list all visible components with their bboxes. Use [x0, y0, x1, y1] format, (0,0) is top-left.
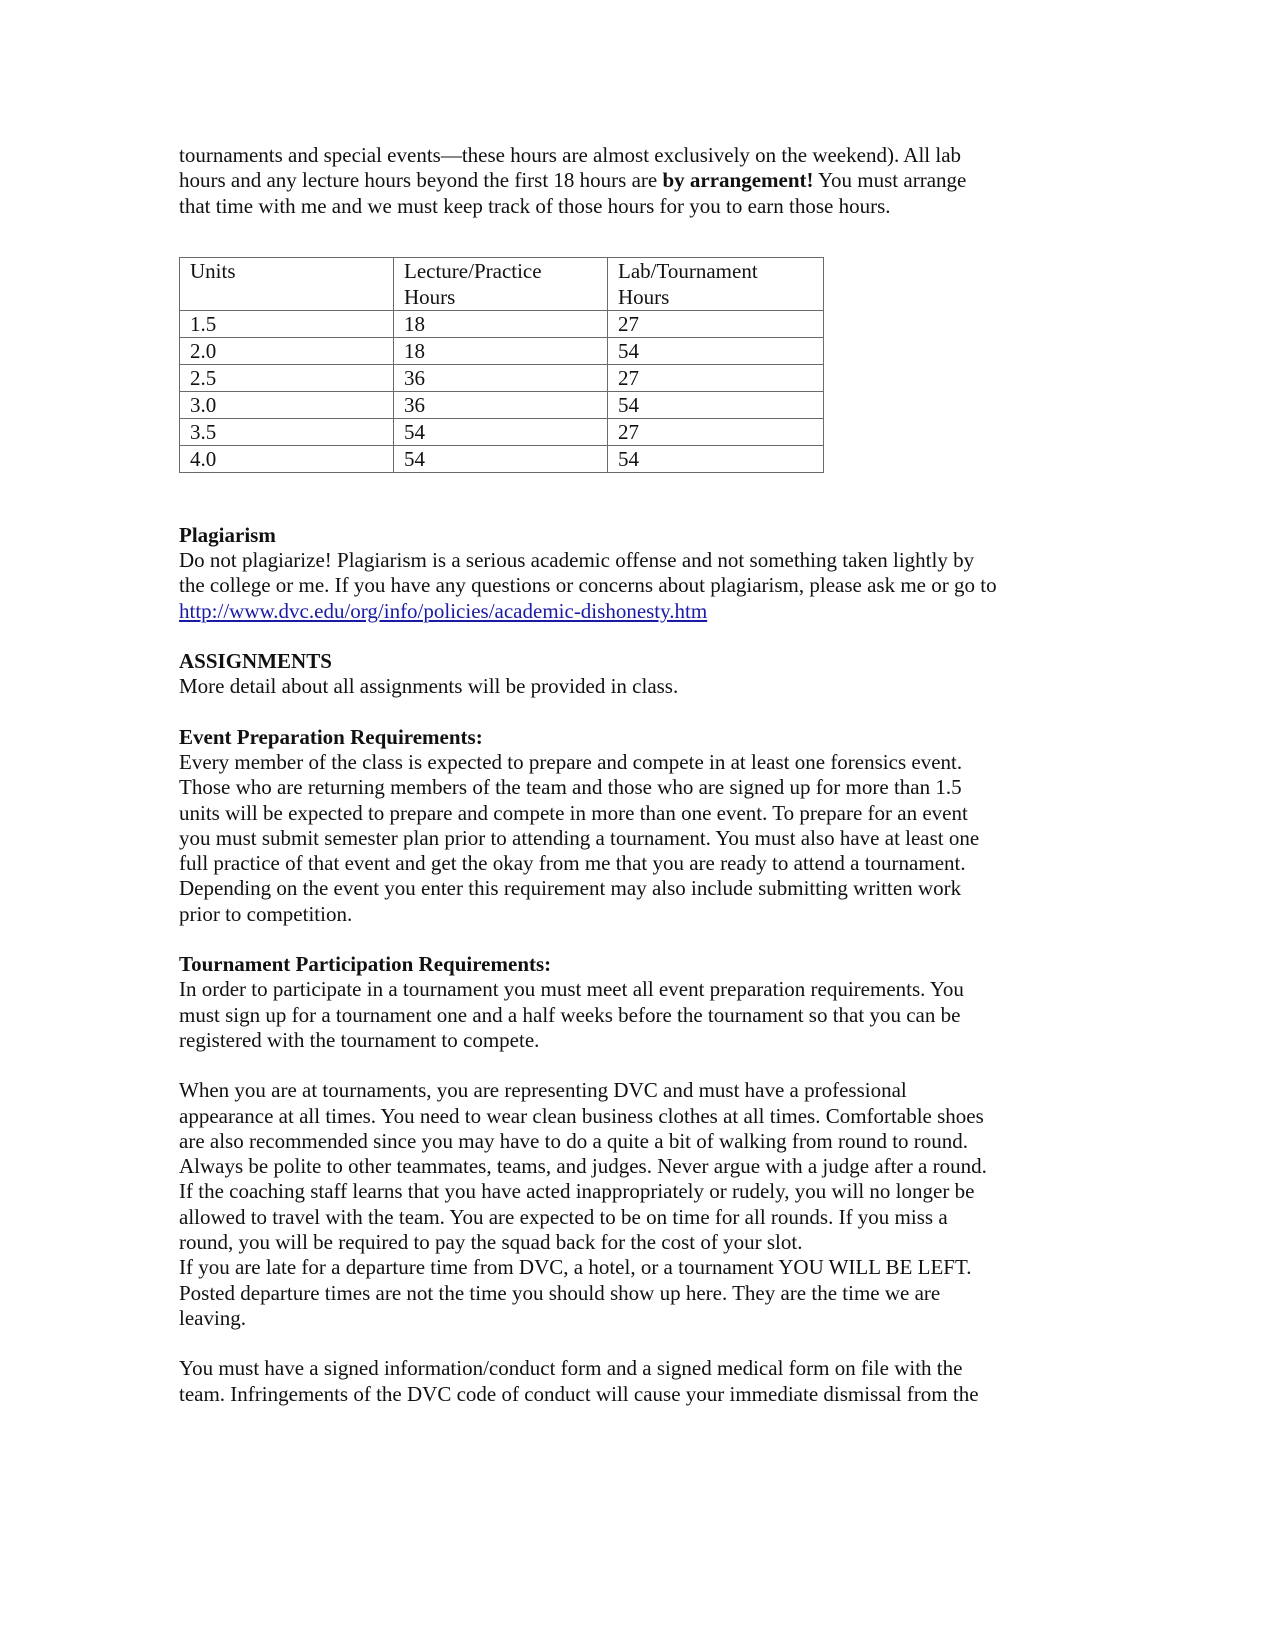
table-cell: 27	[608, 418, 824, 445]
section-heading-tournament-participation: Tournament Participation Requirements:	[179, 952, 552, 977]
header-text	[190, 284, 383, 310]
text-line: registered with the tournament to compete.	[179, 1027, 540, 1052]
event-preparation-section	[179, 725, 1059, 927]
text-line: If the coaching staff learns that you have acted inappropriately or rudely, you will no longer be	[179, 1179, 975, 1204]
header-text: Units	[190, 258, 236, 283]
table-row	[180, 364, 824, 391]
table-cell: 27	[608, 310, 824, 337]
text-line: Those who are returning members of the team and those who are signed up for more than 1.5	[179, 775, 962, 800]
table-cell: 54	[608, 445, 824, 472]
table-cell: 36	[394, 391, 608, 418]
header-cell-lab	[608, 257, 824, 310]
table-cell: 1.5	[180, 310, 394, 337]
text-line: If you are late for a departure time from DVC, a hotel, or a tournament YOU WILL BE LEFT.	[179, 1255, 972, 1280]
text-line: the college or me. If you have any questions or concerns about plagiarism, please ask me or go to	[179, 573, 997, 598]
text-span: You must arrange	[813, 168, 967, 193]
table-cell: 18	[394, 337, 608, 364]
bold-text: by arrangement!	[662, 168, 814, 193]
table-cell: 2.0	[180, 337, 394, 364]
text-line: When you are at tournaments, you are representing DVC and must have a professional	[179, 1078, 907, 1103]
text-line: Every member of the class is expected to prepare and compete in at least one forensics event.	[179, 749, 963, 774]
header-text: Lecture/Practice	[404, 258, 542, 283]
text-line: tournaments and special events—these hours are almost exclusively on the weekend). All lab	[179, 143, 962, 167]
header-text: Lab/Tournament	[618, 258, 758, 283]
text-line: prior to competition.	[179, 901, 353, 926]
table-row	[180, 337, 824, 364]
text-line: appearance at all times. You need to wear clean business clothes at all times. Comfortable shoes	[179, 1103, 984, 1128]
table-cell: 2.5	[180, 364, 394, 391]
table-cell: 54	[394, 418, 608, 445]
table-row	[180, 391, 824, 418]
table-cell: 3.0	[180, 391, 394, 418]
text-line: Posted departure times are not the time you should show up here. They are the time we are	[179, 1280, 941, 1305]
text-line: In order to participate in a tournament you must meet all event preparation requirements. You	[179, 977, 964, 1002]
table-cell: 36	[394, 364, 608, 391]
table-row	[180, 418, 824, 445]
header-cell-lecture	[394, 257, 608, 310]
text-line: Always be polite to other teammates, teams, and judges. Never argue with a judge after a round.	[179, 1154, 987, 1179]
table-cell: 4.0	[180, 445, 394, 472]
plagiarism-section	[179, 523, 1059, 624]
tournament-participation-section	[179, 952, 1059, 1407]
text-line: round, you will be required to pay the squad back for the cost of your slot.	[179, 1230, 803, 1255]
conduct-paragraph	[179, 1078, 1059, 1331]
text-line: are also recommended since you may have to do a quite a bit of walking from round to round.	[179, 1128, 969, 1153]
text-line	[179, 168, 1059, 193]
table-cell: 3.5	[180, 418, 394, 445]
text-line: allowed to travel with the team. You are expected to be on time for all rounds. If you miss a	[179, 1204, 948, 1229]
section-heading-event-preparation: Event Preparation Requirements:	[179, 724, 483, 749]
text-line: that time with me and we must keep track of those hours for you to earn those hours.	[179, 193, 891, 218]
text-line: Do not plagiarize! Plagiarism is a serious academic offense and not something taken lightly by	[179, 548, 975, 573]
units-hours-table	[179, 257, 824, 473]
section-heading-assignments: ASSIGNMENTS	[179, 649, 332, 674]
section-heading-plagiarism: Plagiarism	[179, 522, 276, 547]
text-line: More detail about all assignments will be provided in class.	[179, 674, 679, 699]
header-text: Hours	[618, 284, 670, 309]
text-span: hours and any lecture hours beyond the first 18 hours are	[179, 168, 663, 193]
forms-paragraph	[179, 1356, 1059, 1407]
text-line: leaving.	[179, 1305, 247, 1330]
header-cell-units	[180, 257, 394, 310]
text-line: You must have a signed information/conduct form and a signed medical form on file with the	[179, 1356, 963, 1381]
text-line: team. Infringements of the DVC code of conduct will cause your immediate dismissal from the	[179, 1381, 979, 1406]
text-line: must sign up for a tournament one and a half weeks before the tournament so that you can be	[179, 1002, 961, 1027]
document-page	[179, 143, 1059, 1407]
table-cell: 54	[394, 445, 608, 472]
text-line: Depending on the event you enter this requirement may also include submitting written work	[179, 876, 962, 901]
assignments-section	[179, 649, 1059, 700]
table-cell: 54	[608, 391, 824, 418]
table-cell: 27	[608, 364, 824, 391]
text-line: you must submit semester plan prior to attending a tournament. You must also have at least one	[179, 825, 980, 850]
text-line: units will be expected to prepare and compete in more than one event. To prepare for an event	[179, 800, 968, 825]
intro-paragraph	[179, 143, 1059, 219]
header-text: Hours	[404, 284, 456, 309]
academic-dishonesty-link[interactable]: http://www.dvc.edu/org/info/policies/academic-dishonesty.htm	[179, 598, 708, 623]
table-row	[180, 445, 824, 472]
table-cell: 54	[608, 337, 824, 364]
table-row	[180, 310, 824, 337]
table-cell: 18	[394, 310, 608, 337]
table-header-row	[180, 257, 824, 310]
text-line: full practice of that event and get the okay from me that you are ready to attend a tournament.	[179, 851, 966, 876]
